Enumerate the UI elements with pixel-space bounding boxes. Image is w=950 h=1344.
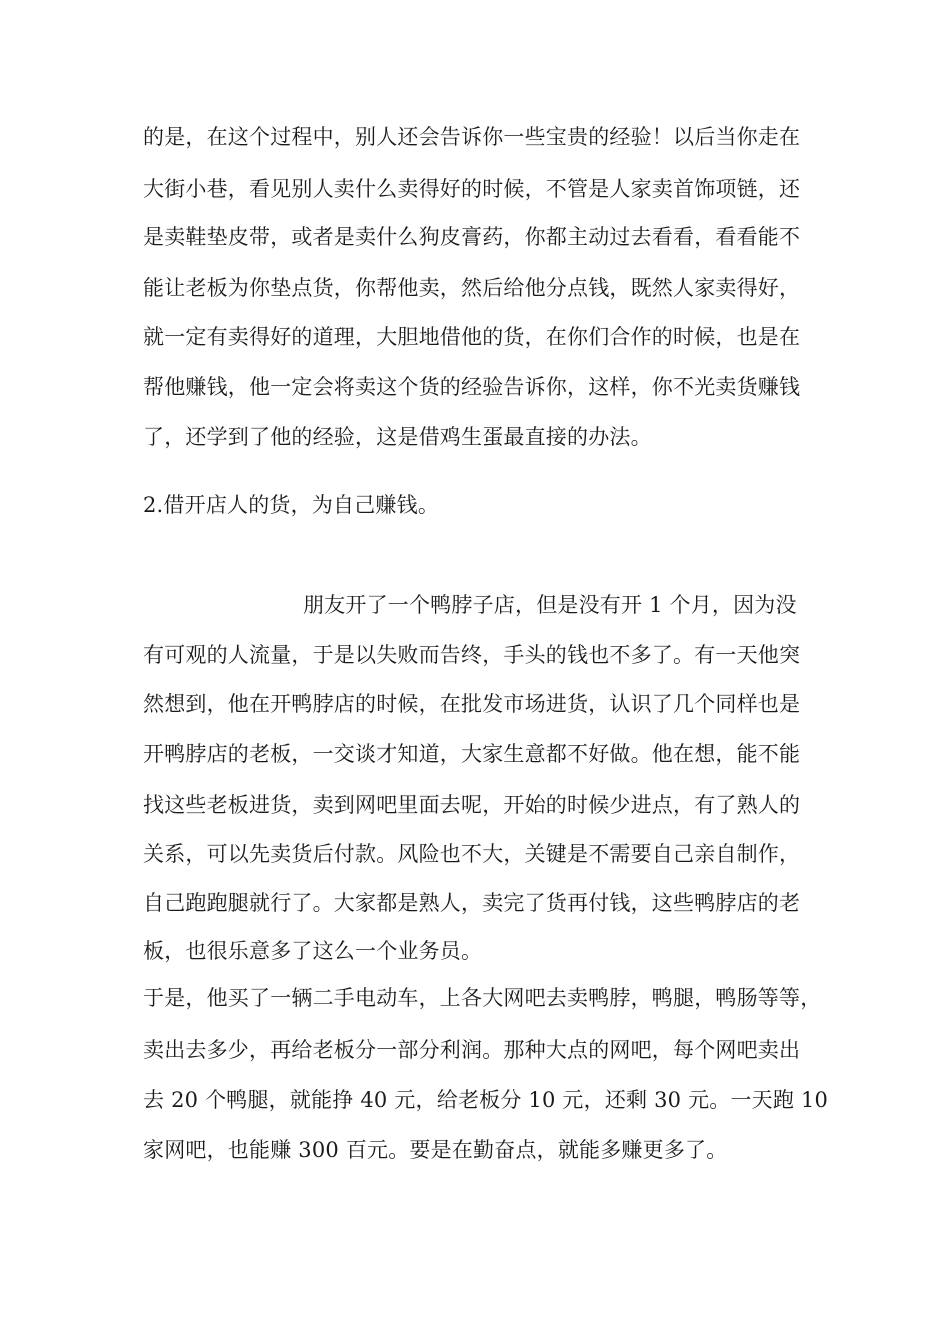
paragraph-line: 关系，可以先卖货后付款。风险也不大，关键是不需要自己亲自制作，: [143, 842, 801, 866]
paragraph-line: 然想到，他在开鸭脖店的时候，在批发市场进货，认识了几个同样也是: [143, 692, 801, 716]
paragraph-line: 的是，在这个过程中，别人还会告诉你一些宝贵的经验！以后当你走在: [143, 125, 801, 149]
paragraph-line: 开鸭脖店的老板，一交谈才知道，大家生意都不好做。他在想，能不能: [143, 742, 801, 766]
paragraph-line: 卖出去多少，再给老板分一部分利润。那种大点的网吧，每个网吧卖出: [143, 1038, 801, 1062]
paragraph-line: 去 20 个鸭腿，就能挣 40 元，给老板分 10 元，还剩 30 元。一天跑 10: [143, 1088, 829, 1112]
paragraph-line: 是卖鞋垫皮带，或者是卖什么狗皮膏药，你都主动过去看看，看看能不: [143, 225, 801, 249]
paragraph-line: 找这些老板进货，卖到网吧里面去呢，开始的时候少进点，有了熟人的: [143, 793, 801, 817]
paragraph-line: 板，也很乐意多了这么一个业务员。: [143, 939, 483, 963]
paragraph-line: 就一定有卖得好的道理，大胆地借他的货，在你们合作的时候，也是在: [143, 325, 801, 349]
paragraph-line: 自己跑跑腿就行了。大家都是熟人，卖完了货再付钱，这些鸭脖店的老: [143, 891, 801, 915]
paragraph-line: 能让老板为你垫点货，你帮他卖，然后给他分点钱，既然人家卖得好，: [143, 276, 801, 300]
paragraph-line: 了，还学到了他的经验，这是借鸡生蛋最直接的办法。: [143, 425, 652, 449]
paragraph-line: 于是，他买了一辆二手电动车，上各大网吧去卖鸭脖，鸭腿，鸭肠等等，: [143, 986, 822, 1010]
paragraph-line: 帮他赚钱，他一定会将卖这个货的经验告诉你，这样，你不光卖货赚钱: [143, 375, 801, 399]
section-heading: 2.借开店人的货，为自己赚钱。: [143, 493, 440, 517]
paragraph-line: 朋友开了一个鸭脖子店，但是没有开 1 个月，因为没: [303, 593, 797, 617]
paragraph-line: 有可观的人流量，于是以失败而告终，手头的钱也不多了。有一天他突: [143, 643, 801, 667]
paragraph-line: 家网吧，也能赚 300 百元。要是在勤奋点，就能多赚更多了。: [143, 1138, 728, 1162]
paragraph-line: 大街小巷，看见别人卖什么卖得好的时候，不管是人家卖首饰项链，还: [143, 177, 801, 201]
